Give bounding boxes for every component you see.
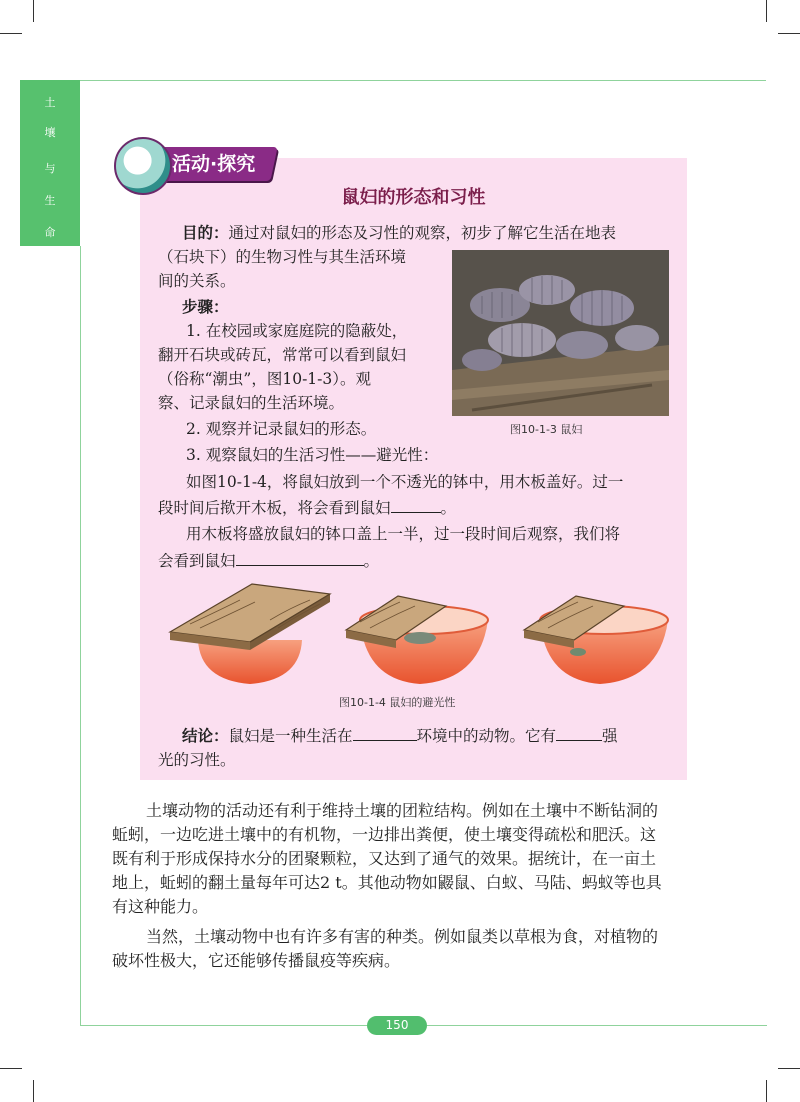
step1-line: 翻开石块或砖瓦，常常可以看到鼠妇 (158, 346, 407, 364)
step1-line: 1. 在校园或家庭庭院的隐蔽处， (186, 322, 408, 340)
woodlouse-photo (452, 250, 669, 416)
half-covered-bowl (346, 596, 488, 684)
body-paragraph-line: 有这种能力。 (112, 897, 209, 916)
step3-paragraph: 用木板将盛放鼠妇的钵口盖上一半，过一段时间后观察，我们将 (186, 525, 621, 543)
step1-line: 察、记录鼠妇的生活环境。 (158, 394, 345, 412)
step3-text: 。 (440, 499, 457, 517)
steps-label: 步骤： (182, 298, 229, 316)
step3-paragraph (158, 496, 456, 519)
sidebar-char: 命 (44, 226, 56, 239)
conclusion-line (182, 724, 618, 747)
crop-mark (766, 0, 767, 22)
badge-label: 活动·探究 (172, 153, 256, 175)
purpose-line: （石块下）的生物习性与其生活环境 (158, 248, 407, 266)
left-rule (80, 246, 81, 1026)
step3-paragraph (158, 549, 379, 572)
photo-caption: 图10-1-3 鼠妇 (510, 423, 583, 436)
purpose-text: 通过对鼠妇的形态及习性的观察，初步了解它生活在地表 (228, 224, 617, 242)
conclusion-text: 环境中的动物。它有 (416, 727, 557, 745)
step1-line: （俗称“潮虫”，图10-1-3）。观 (158, 370, 372, 388)
conclusion-label: 结论： (182, 727, 229, 745)
sidebar-char: 土 (44, 96, 56, 109)
step2-line: 2. 观察并记录鼠妇的形态。 (186, 420, 377, 438)
answer-blank (391, 496, 441, 513)
illustration-caption: 图10-1-4 鼠妇的避光性 (339, 696, 456, 709)
crop-mark (0, 1068, 22, 1069)
crop-mark (778, 33, 800, 34)
step3-text: 。 (363, 552, 380, 570)
body-paragraph-line: 既有利于形成保持水分的团聚颗粒，又达到了通气的效果。据统计，在一亩土 (112, 849, 657, 868)
step3-text: 段时间后揿开木板，将会看到鼠妇 (158, 499, 391, 517)
crop-mark (33, 0, 34, 22)
crop-mark (33, 1080, 34, 1102)
answer-blank (353, 724, 417, 741)
step3-text: 会看到鼠妇 (158, 552, 236, 570)
chapter-sidebar (20, 80, 80, 246)
body-paragraph-line: 土壤动物的活动还有利于维持土壤的团粒结构。例如在土壤中不断钻洞的 (146, 801, 659, 820)
purpose-line (182, 222, 616, 244)
conclusion-line: 光的习性。 (158, 751, 236, 769)
top-rule (20, 80, 766, 81)
sidebar-char: 壤 (44, 126, 56, 139)
answer-blank (236, 549, 364, 566)
crop-mark (0, 33, 22, 34)
body-paragraph-line: 地上，蚯蚓的翻土量每年可达2 t。其他动物如鼹鼠、白蚁、马陆、蚂蚁等也具 (112, 873, 662, 892)
conclusion-text: 强 (602, 727, 618, 745)
purpose-line: 间的关系。 (158, 272, 236, 290)
experiment-illustration (160, 580, 670, 690)
sidebar-char: 生 (44, 194, 56, 207)
half-covered-bowl (524, 596, 668, 684)
sidebar-char: 与 (44, 162, 56, 175)
bottom-rule-right (427, 1025, 767, 1026)
conclusion-text: 鼠妇是一种生活在 (228, 727, 353, 745)
covered-bowl (170, 584, 330, 684)
step3-paragraph: 如图10-1-4，将鼠妇放到一个不透光的钵中，用木板盖好。过一 (186, 473, 624, 491)
body-paragraph-line: 蚯蚓，一边吃进土壤中的有机物，一边排出粪便，使土壤变得疏松和肥沃。这 (112, 825, 657, 844)
bottom-rule (80, 1025, 367, 1026)
page-number: 150 (367, 1016, 427, 1035)
crop-mark (766, 1080, 767, 1102)
woodlouse-photo-image (452, 250, 669, 416)
experiment-illustration-image (160, 580, 670, 690)
body-paragraph-line: 破坏性极大，它还能够传播鼠疫等疾病。 (112, 951, 401, 970)
step3-line: 3. 观察鼠妇的生活习性——避光性： (186, 446, 439, 464)
crop-mark (778, 1068, 800, 1069)
answer-blank (556, 724, 602, 741)
activity-title: 鼠妇的形态和习性 (341, 187, 486, 208)
purpose-label: 目的： (182, 224, 229, 242)
body-paragraph-line: 当然，土壤动物中也有许多有害的种类。例如鼠类以草根为食，对植物的 (146, 927, 659, 946)
